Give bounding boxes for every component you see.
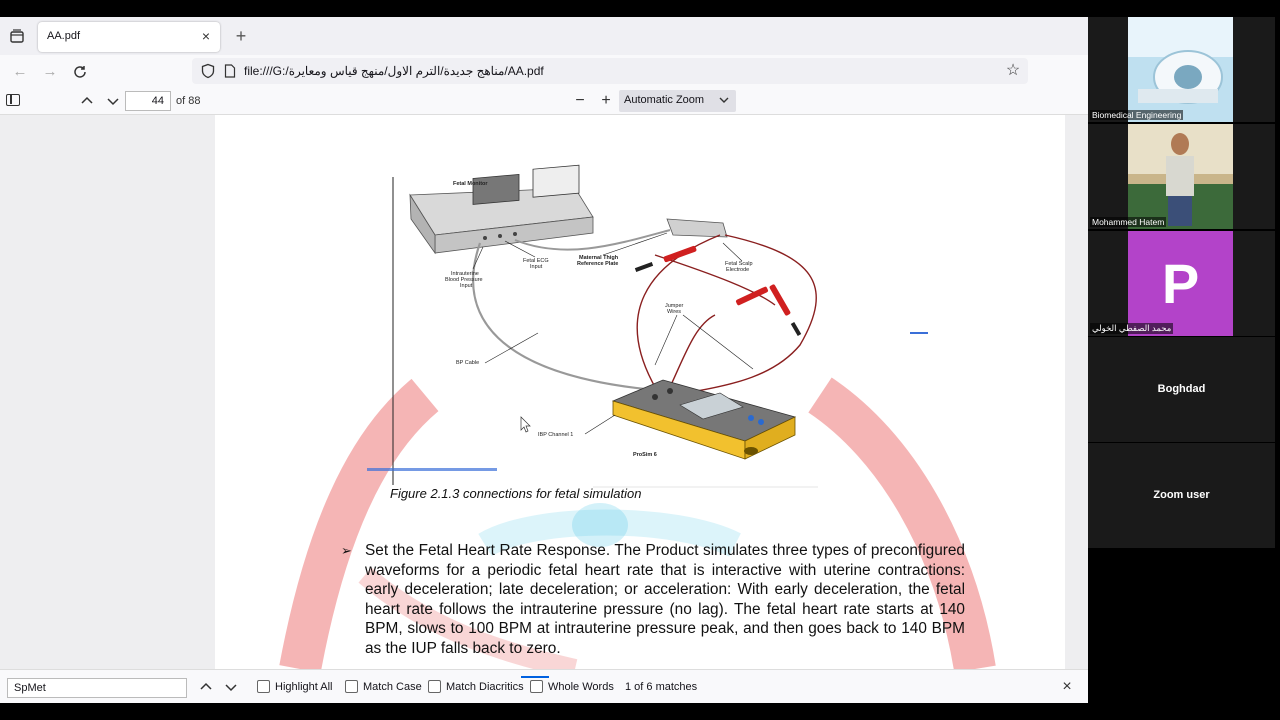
tab-aa-pdf[interactable] <box>38 22 220 52</box>
sidebar-toggle-icon[interactable] <box>6 94 20 106</box>
prosim-device <box>613 380 795 459</box>
prosim-label: ProSim 6 <box>633 452 657 458</box>
paragraph-text: Set the Fetal Heart Rate Response. The Product simulates three types of preconfigured waveforms for a periodic fetal heart rate that is interactive with uterine contractions: early deceleration; late deceleration; or acceleration: With early deceleration, the fetal heart rate follows the intrauterine pressure (no lag). The fetal heart rate starts at 140 BPM, slows to 100 BPM at intrauterine pressure peak, and then goes back to 140 BPM as the IUP falls back to zero. <box>365 542 965 657</box>
ibp-channel-label: IBP Channel 1 <box>538 432 574 438</box>
nav-bar <box>0 55 1088 88</box>
checkbox-icon[interactable] <box>428 680 441 693</box>
zoom-participants-panel <box>1088 17 1280 703</box>
browser-window <box>0 17 1088 703</box>
zoom-out-icon[interactable]: − <box>575 92 585 109</box>
top-black-bar <box>0 0 1280 17</box>
chevron-up-icon[interactable] <box>78 92 96 110</box>
checkbox-icon[interactable] <box>530 680 543 693</box>
checkbox-icon[interactable] <box>257 680 270 693</box>
find-next-icon[interactable] <box>222 678 240 696</box>
page-icon <box>224 64 236 78</box>
participant-tile[interactable] <box>1088 443 1275 548</box>
intrauterine-label-3: Input <box>460 283 473 289</box>
find-input[interactable]: SpMet <box>7 678 187 698</box>
maternal-thigh-label-1: Maternal Thigh <box>579 255 619 261</box>
checkbox-icon[interactable] <box>345 680 358 693</box>
figure-caption: Figure 2.1.3 connections for fetal simulation <box>390 486 642 501</box>
participant-tile[interactable] <box>1088 124 1275 229</box>
participant-video <box>1128 124 1233 229</box>
participant-name: Zoom user <box>1153 489 1210 501</box>
pdf-viewer[interactable] <box>0 115 1088 669</box>
forward-arrow-icon[interactable]: → <box>42 63 58 80</box>
match-diacritics-label: Match Diacritics <box>446 681 524 693</box>
focus-indicator <box>521 676 549 678</box>
avatar: P <box>1128 231 1233 336</box>
reload-icon[interactable] <box>71 63 89 81</box>
participant-name: Mohammed Hatem <box>1092 217 1165 227</box>
highlight-all-checkbox[interactable] <box>257 680 332 696</box>
bp-cable-label: BP Cable <box>456 360 480 366</box>
close-icon[interactable]: × <box>1062 678 1072 695</box>
find-status: 1 of 6 matches <box>625 681 698 693</box>
fetal-simulation-figure <box>215 115 1065 495</box>
maternal-thigh-label-2: Reference Plate <box>577 261 619 267</box>
find-previous-icon[interactable] <box>197 678 215 696</box>
participant-name: Biomedical Engineering <box>1092 110 1182 120</box>
tab-list-icon[interactable] <box>8 27 26 45</box>
whole-words-checkbox[interactable] <box>530 680 614 696</box>
pdf-toolbar <box>0 88 1088 115</box>
url-text[interactable]: file:///G:/مناهج جديدة/الترم الاول/منهج قياس ومعايرة/AA.pdf <box>244 64 544 78</box>
reference-plate-device <box>667 219 727 237</box>
tab-title: AA.pdf <box>47 30 81 42</box>
jumper-label-1: Jumper <box>665 303 684 309</box>
new-tab-plus-icon[interactable]: + <box>235 26 247 46</box>
intrauterine-label-1: Intrauterine <box>451 271 479 277</box>
zoom-label: Automatic Zoom <box>624 94 705 106</box>
bookmark-star-icon[interactable]: ☆ <box>1005 62 1021 79</box>
match-diacritics-checkbox[interactable] <box>428 680 524 696</box>
fetal-ecg-label-2: Input <box>530 264 543 270</box>
highlight-all-label: Highlight All <box>275 681 333 693</box>
participant-tile[interactable] <box>1088 17 1275 122</box>
whole-words-label: Whole Words <box>548 681 614 693</box>
page-number-input[interactable]: 44 <box>125 91 171 111</box>
fetal-scalp-label-2: Electrode <box>726 267 750 273</box>
url-bar[interactable] <box>192 58 1028 84</box>
find-bar <box>0 669 1088 703</box>
pdf-page <box>215 115 1065 669</box>
participant-name: محمد الصفطي الخولي <box>1092 323 1172 333</box>
participant-video <box>1128 17 1233 122</box>
page-count: of 88 <box>176 95 201 107</box>
close-icon[interactable]: × <box>201 28 211 44</box>
intrauterine-label-2: Blood Pressure <box>445 277 483 283</box>
back-arrow-icon[interactable]: ← <box>12 63 28 80</box>
participant-tile[interactable] <box>1088 337 1275 442</box>
zoom-in-icon[interactable]: + <box>601 92 611 109</box>
match-case-checkbox[interactable] <box>345 680 422 696</box>
fetal-monitor-device <box>410 165 593 253</box>
participant-tile[interactable] <box>1088 231 1275 336</box>
participant-name: Boghdad <box>1157 383 1206 395</box>
zoom-select[interactable] <box>619 90 736 112</box>
chevron-down-icon[interactable] <box>104 92 122 110</box>
fetal-monitor-label: Fetal Monitor <box>453 181 488 187</box>
mouse-cursor-icon <box>521 417 530 432</box>
tab-bar <box>0 17 1088 55</box>
shield-icon[interactable] <box>200 63 216 79</box>
match-case-label: Match Case <box>363 681 422 693</box>
jumper-label-2: Wires <box>667 309 682 315</box>
fetal-ecg-label-1: Fetal ECG <box>523 258 549 264</box>
bullet-arrow-icon: ➢ <box>341 543 352 558</box>
fetal-scalp-label-1: Fetal Scalp <box>725 261 753 267</box>
bottom-black-bar <box>0 703 1280 720</box>
chevron-down-icon <box>718 93 730 107</box>
